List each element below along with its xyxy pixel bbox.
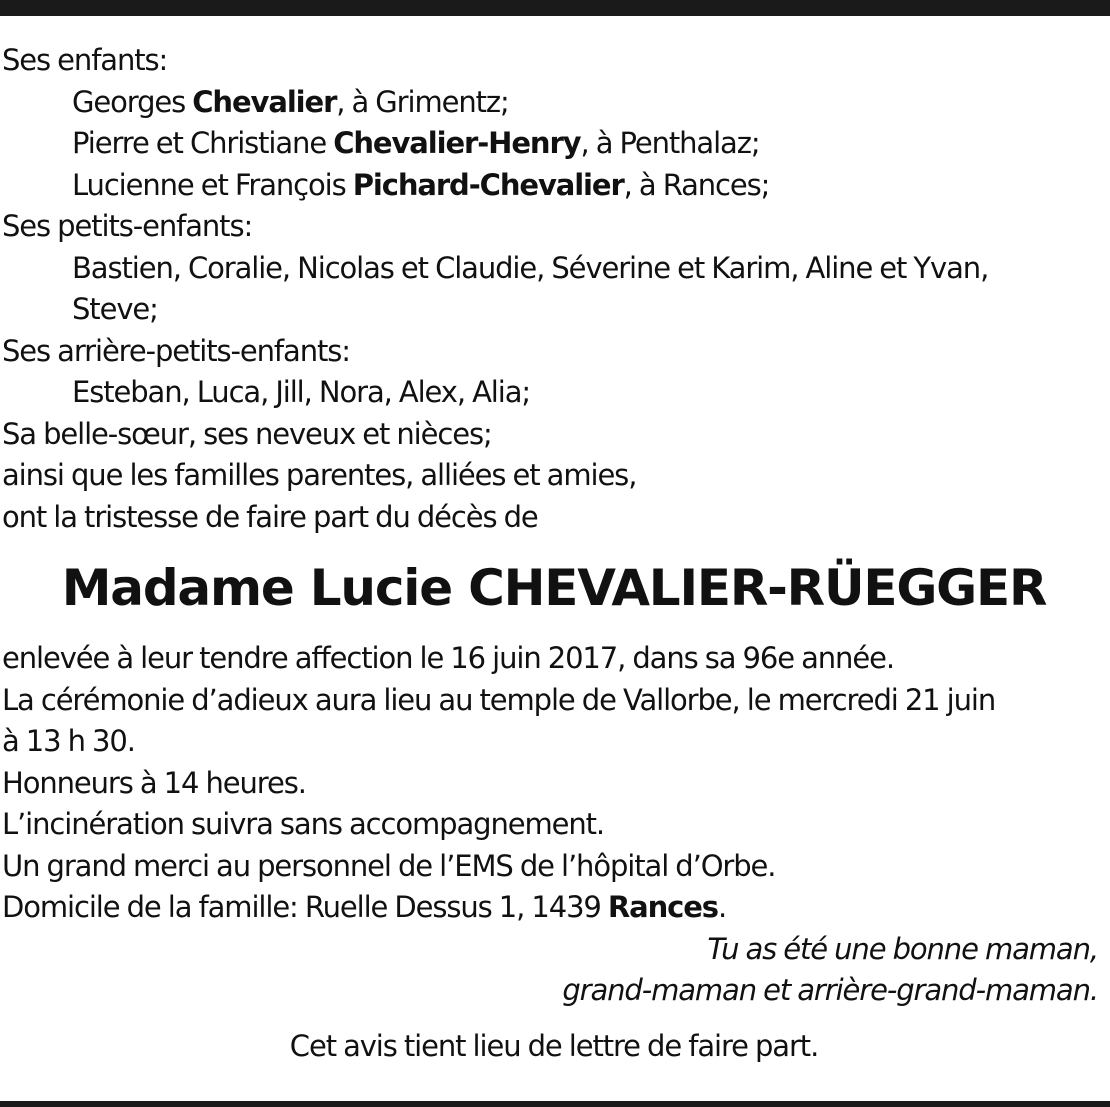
child-place: , à Grimentz;	[336, 84, 509, 119]
child-surname: Pichard-Chevalier	[352, 167, 624, 202]
child-entry	[2, 123, 1106, 165]
honours-line: Honneurs à 14 heures.	[2, 765, 306, 800]
domicile-line	[2, 887, 1106, 929]
quote-line: Tu as été une bonne maman,	[707, 931, 1098, 966]
closing-line: Cet avis tient lieu de lettre de faire part.	[289, 1028, 819, 1063]
cremation-line: L’incinération suivra sans accompagnement.	[2, 807, 605, 841]
grandchildren-names-continued: Steve;	[72, 292, 158, 326]
domicile-period: .	[717, 890, 727, 924]
child-entry	[2, 165, 1106, 207]
death-date-line: enlevée à leur tendre affection le 16 juin 2017, dans sa 96e année.	[2, 641, 894, 675]
child-first-names: Lucienne et François	[72, 167, 353, 202]
child-entry	[2, 82, 1106, 124]
child-surname: Chevalier-Henry	[333, 126, 581, 160]
domicile-town: Rances	[607, 890, 718, 924]
grandchildren-heading: Ses petits-enfants:	[2, 209, 253, 243]
child-place: , à Rances;	[623, 167, 770, 202]
thanks-line: Un grand merci au personnel de l’EMS de l’hôpital d’Orbe.	[2, 848, 776, 883]
domicile-address: Domicile de la famille: Ruelle Dessus 1, 1439	[2, 890, 608, 924]
child-surname: Chevalier	[192, 84, 337, 119]
announcement-line: ont la tristesse de faire part du décès de	[2, 499, 538, 534]
in-law-line: Sa belle-sœur, ses neveux et nièces;	[2, 416, 492, 451]
great-grandchildren-heading: Ses arrière-petits-enfants:	[2, 333, 350, 368]
bottom-border-rule	[0, 1101, 1110, 1107]
quote-line: grand-maman et arrière-grand-maman.	[562, 973, 1098, 1007]
child-first-names: Georges	[72, 84, 193, 119]
great-grandchildren-names: Esteban, Luca, Jill, Nora, Alex, Alia;	[72, 375, 531, 409]
grandchildren-names: Bastien, Coralie, Nicolas et Claudie, Séverine et Karim, Aline et Yvan,	[72, 250, 989, 285]
ceremony-line: La cérémonie d’adieux aura lieu au temple de Vallorbe, le mercredi 21 juin	[2, 682, 996, 717]
death-notice	[2, 40, 1106, 1067]
families-line: ainsi que les familles parentes, alliées et amies,	[2, 458, 637, 492]
children-heading: Ses enfants:	[2, 43, 168, 77]
ceremony-time-line: à 13 h 30.	[2, 724, 135, 758]
deceased-name: Madame Lucie CHEVALIER-RÜEGGER	[61, 559, 1047, 617]
child-place: , à Penthalaz;	[580, 126, 760, 160]
child-first-names: Pierre et Christiane	[72, 126, 334, 160]
top-border-rule	[0, 0, 1110, 16]
